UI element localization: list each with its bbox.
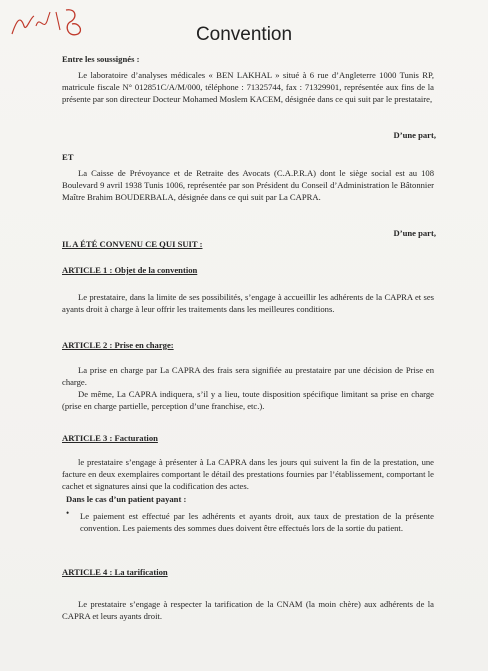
- document-title: Convention: [195, 24, 293, 45]
- et-label: ET: [62, 152, 74, 162]
- article3-bullet-text: Le paiement est effectué par les adhérents et ayants droit, aux taux de prestation de la présente convention. Les paiements des sommes dues doivent être effectués lors de la sortie du patient.: [80, 511, 434, 533]
- party2-paragraph: La Caisse de Prévoyance et de Retraite des Avocats (C.A.P.R.A) dont le siège social est au 108 Boulevard 9 avril 1938 Tunis 1006, représentée par son Président du Conseil d’Administration le Bâtonnier Maître Brahim BOUDERBALA, désignée dans ce qui suit par La CAPRA.: [62, 168, 434, 202]
- parties-heading: Entre les soussignés :: [62, 54, 140, 64]
- dune-part-2: D’une part,: [393, 228, 436, 238]
- dune-part-1: D’une part,: [393, 130, 436, 140]
- article2-text2: De même, La CAPRA indiquera, s’il y a lieu, toute disposition spécifique limitant sa prise en charge (prise en charge partielle, perception d’une franchise, etc.).: [62, 389, 434, 411]
- article3-subheading: Dans le cas d’un patient payant :: [66, 494, 187, 504]
- article4-text: Le prestataire s’engage à respecter la tarification de la CNAM (la moin chère) aux adhérents de la CAPRA et leurs ayants droit.: [62, 599, 434, 621]
- article1-text: Le prestataire, dans la limite de ses possibilités, s’engage à accueillir les adhérents de la CAPRA et ses ayants droit à charge à leur offrir les traitements dans les meilleures conditions.: [62, 292, 434, 314]
- bullet-dot-icon: •: [66, 508, 70, 518]
- article3-heading: ARTICLE 3 : Facturation: [62, 433, 158, 443]
- party1-paragraph: Le laboratoire d’analyses médicales « BEN LAKHAL » situé à 6 rue d’Angleterre 1000 Tunis RP, matricule fiscale N° 012851C/A/M/000, téléphone : 71325744, fax : 71329901, représentée aux fins de la présente par son directeur Docteur Mohamed Moslem KACEM, désignée dans ce qui suit par le prestataire,: [62, 70, 434, 104]
- article1-heading: ARTICLE 1 : Objet de la convention: [62, 265, 198, 275]
- article2-text1: La prise en charge par La CAPRA des frais sera signifiée au prestataire par une décision de Prise en charge.: [62, 365, 434, 387]
- article4-heading: ARTICLE 4 : La tarification: [62, 567, 168, 577]
- article3-text: le prestataire s’engage à présenter à La CAPRA dans les jours qui suivent la fin de la prestation, une facture en deux exemplaires comportant le détail des prestations fournies par l’établissement, comportant le cachet et signatures ainsi que la codification des actes.: [62, 457, 434, 491]
- article2-heading: ARTICLE 2 : Prise en charge:: [62, 340, 174, 350]
- convenu-heading: IL A ÉTÉ CONVENU CE QUI SUIT :: [62, 239, 203, 249]
